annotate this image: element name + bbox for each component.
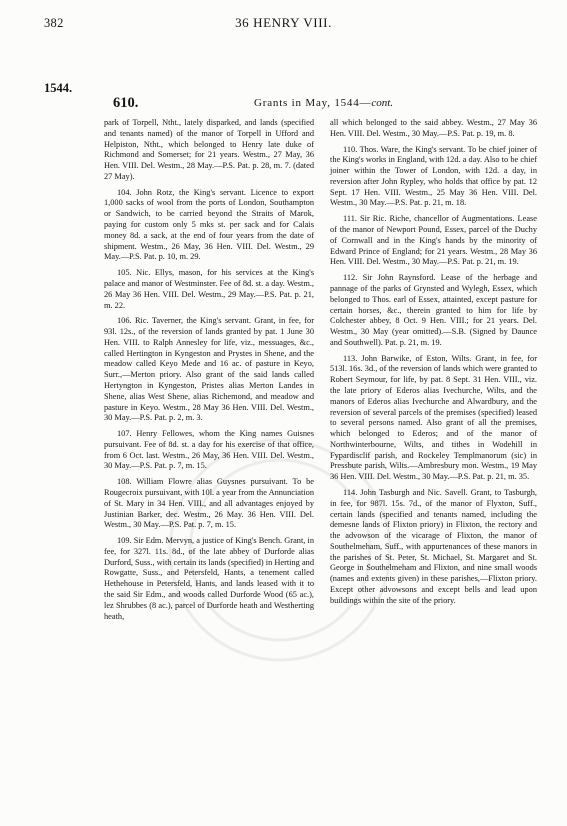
paragraph: 108. William Flowre alias Guysnes pursuivant. To be Rougecroix pursuivant, with 10l. a year from the Annunciation of St. Mary in 34 Hen. VIII., and all advantages enjoyed by Justinian Barker, dec. Westm., 26 May. 36 Hen. VIII. Del. Westm., 30 May.—P.S. Pat. p. 7, m. 15. xyxy=(104,477,314,530)
paragraph: 104. John Rotz, the King's servant. Licence to export 1,000 sacks of wool from the ports of London, Southampton or Sandwich, to be carried beyond the Straits of Marok, paying for custom only 5 mks st. per sack and for Calais money 8d. a sack, at the end of four years from the date of shipment. Westm., 26 May, 36 Hen. VIII. Del. Westm., 29 May.—P.S. Pat. p. 10, m. 29. xyxy=(104,187,314,262)
paragraph: 105. Nic. Ellys, mason, for his services at the King's palace and manor of Westminster. Fee of 8d. st. a day. Westm., 26 May 36 Hen. VIII. Del. Westm., 29 May.—P.S. Pat. p. 21, m. 22. xyxy=(104,268,314,310)
entry-title-text: Grants in May, 1544— xyxy=(254,97,372,109)
margin-year: 1544. xyxy=(44,81,73,95)
paragraph: 113. John Barwike, of Eston, Wilts. Grant, in fee, for 513l. 16s. 3d., of the reversion of lands which were granted to Robert Seymour, for life, by pat. 8 Sept. 31 Hen. VIII., viz. the late priory of Ederos alias Ivechurche, Wilts, and the manors of Ederos alias Ivechurche and Alwardbury, and the reversion of several parcels of the premises (specified) leased to several persons named. Also grant of all the premises, which belonged to Ederos; and of the manor of Northwinterbourne, Wilts, and tithes in Wodehill in Fypardisclif parish, and Rockeley Templmanorum (sic) in Pressbute parish, Wilts.—Ambresbury mon. Westm., 19 May 36 Hen. VIII. Del. Westm., 30 May.—P.S. Pat. p. 21, m. 35. xyxy=(330,353,537,482)
paragraph: park of Torpell, Ntht., lately disparked, and lands (specified and tenants named) of the manor of Torpell in Ufford and Helpiston, Ntht., which belonged to Henry late duke of Richmond and Somerset; for 21 years. Westm., 27 May, 36 Hen. VIII. Del. Westm., 28 May.—P.S. Pat. p. 28, m. 7. (dated 27 May). xyxy=(104,118,314,181)
paragraph: 112. Sir John Raynsford. Lease of the herbage and pannage of the parks of Grynsted and Wylegh, Essex, which belonged to Thos. earl of Essex, attainted, except pasture for certain horses, &c., therein granted to him for life by Colchester abbey, 8 Oct. 9 Hen. VIII.; for 21 years. Del. Westm., 30 May (year omitted).—S.B. (Signed by Daunce and Southwell). Pat. p. 21, m. 19. xyxy=(330,273,537,347)
entry-number: 610. xyxy=(113,95,139,111)
right-column xyxy=(330,118,537,607)
paragraph: 107. Henry Fellowes, whom the King names Guisnes pursuivant. Fee of 8d. st. a day for his exercise of that office, from 6 Oct. last. Westm., 26 May, 36 Hen. VIII. Del. Westm., 30 May.—P.S. Pat. p. 7, m. 15. xyxy=(104,429,314,471)
page-number: 382 xyxy=(44,16,64,30)
paragraph: all which belonged to the said abbey. Westm., 27 May 36 Hen. VIII. Del. Westm., 30 May.—P.S. Pat. p. 19, m. 8. xyxy=(330,118,537,138)
page-header xyxy=(0,14,567,34)
left-column xyxy=(104,118,314,622)
entry-heading xyxy=(113,95,543,117)
entry-title-suffix: cont. xyxy=(371,97,394,109)
paragraph: 110. Thos. Ware, the King's servant. To be chief joiner of the King's works in England, with 12d. a day. Also to be chief joiner within the Tower of London, with 12d. a day, in reversion after John Rypley, who holds that office by pat. 12 Sept. 17 Hen. VIII. Westm., 25 May 36 Hen. VIII. Del. Westm., 30 May.—P.S. Pat. p. 21, m. 18. xyxy=(330,144,537,208)
paragraph: 109. Sir Edm. Mervyn, a justice of King's Bench. Grant, in fee, for 327l. 11s. 8d., of the late abbey of Durforde alias Durford, Suss., with certain its lands (specified) in Herting and Rowgatte, Suss., and Petersfeld, Hants, a tenement called Hethehouse in Petersfeld, Hants, and lands leased with it to the said Sir Edm., and woods called Durforde Wood (65 ac.), lez Shrubbes (8 ac.), parcel of Durforde heath and Westherting heath, xyxy=(104,536,314,621)
entry-title xyxy=(254,97,393,109)
paragraph: 111. Sir Ric. Riche, chancellor of Augmentations. Lease of the manor of Newport Pound, Essex, parcel of the Duchy of Cornwall and in the King's hands by the minority of Edward Prince of England; for 21 years. Westm., 28 May 36 Hen. VIII. Del. Westm., 30 May.—P.S. Pat. p. 21, m. 19. xyxy=(330,214,537,267)
paragraph: 114. John Tasburgh and Nic. Savell. Grant, to Tasburgh, in fee, for 987l. 15s. 7d., of the manor of Flyxton, Suff., certain lands (specified and tenants named, including the demesne lands of Flixton priory) in Flixton, the rectory and the advowson of the vicarage of Flixton, the manor of Southelmeham, Suff., with appurtenances of these manors in the parishes of St. Peter, St. Michael, St. Margaret and St. George in Southelmeham and Flixton, and nine small woods (names and extents given) in these parishes,—Flixton priory. Except other advowsons and except bells and lead upon buildings within the site of the priory. xyxy=(330,488,537,605)
running-head: 36 HENRY VIII. xyxy=(235,15,332,30)
paragraph: 106. Ric. Taverner, the King's servant. Grant, in fee, for 93l. 12s., of the reversion of lands granted by pat. 1 June 30 Hen. VIII. to Ralph Annesley for life, viz., messuages, &c., called Hertington in Kyngeston and Prystes in Shene, and the meadow called Keyo Mede and 16 ac. of pasture in Keyo, Surr.,—Merton priory. Also grant of the said lands called Hertyngton in Kyngeston, Pristes alias Merton Landes in Shene, alias West Shene, alias Richemond, and meadow and pasture in Keyo. Westm., 28 May 36 Hen. VIII. Del. Westm., 30 May.—P.S. Pat. p. 2, m. 3. xyxy=(104,316,314,423)
